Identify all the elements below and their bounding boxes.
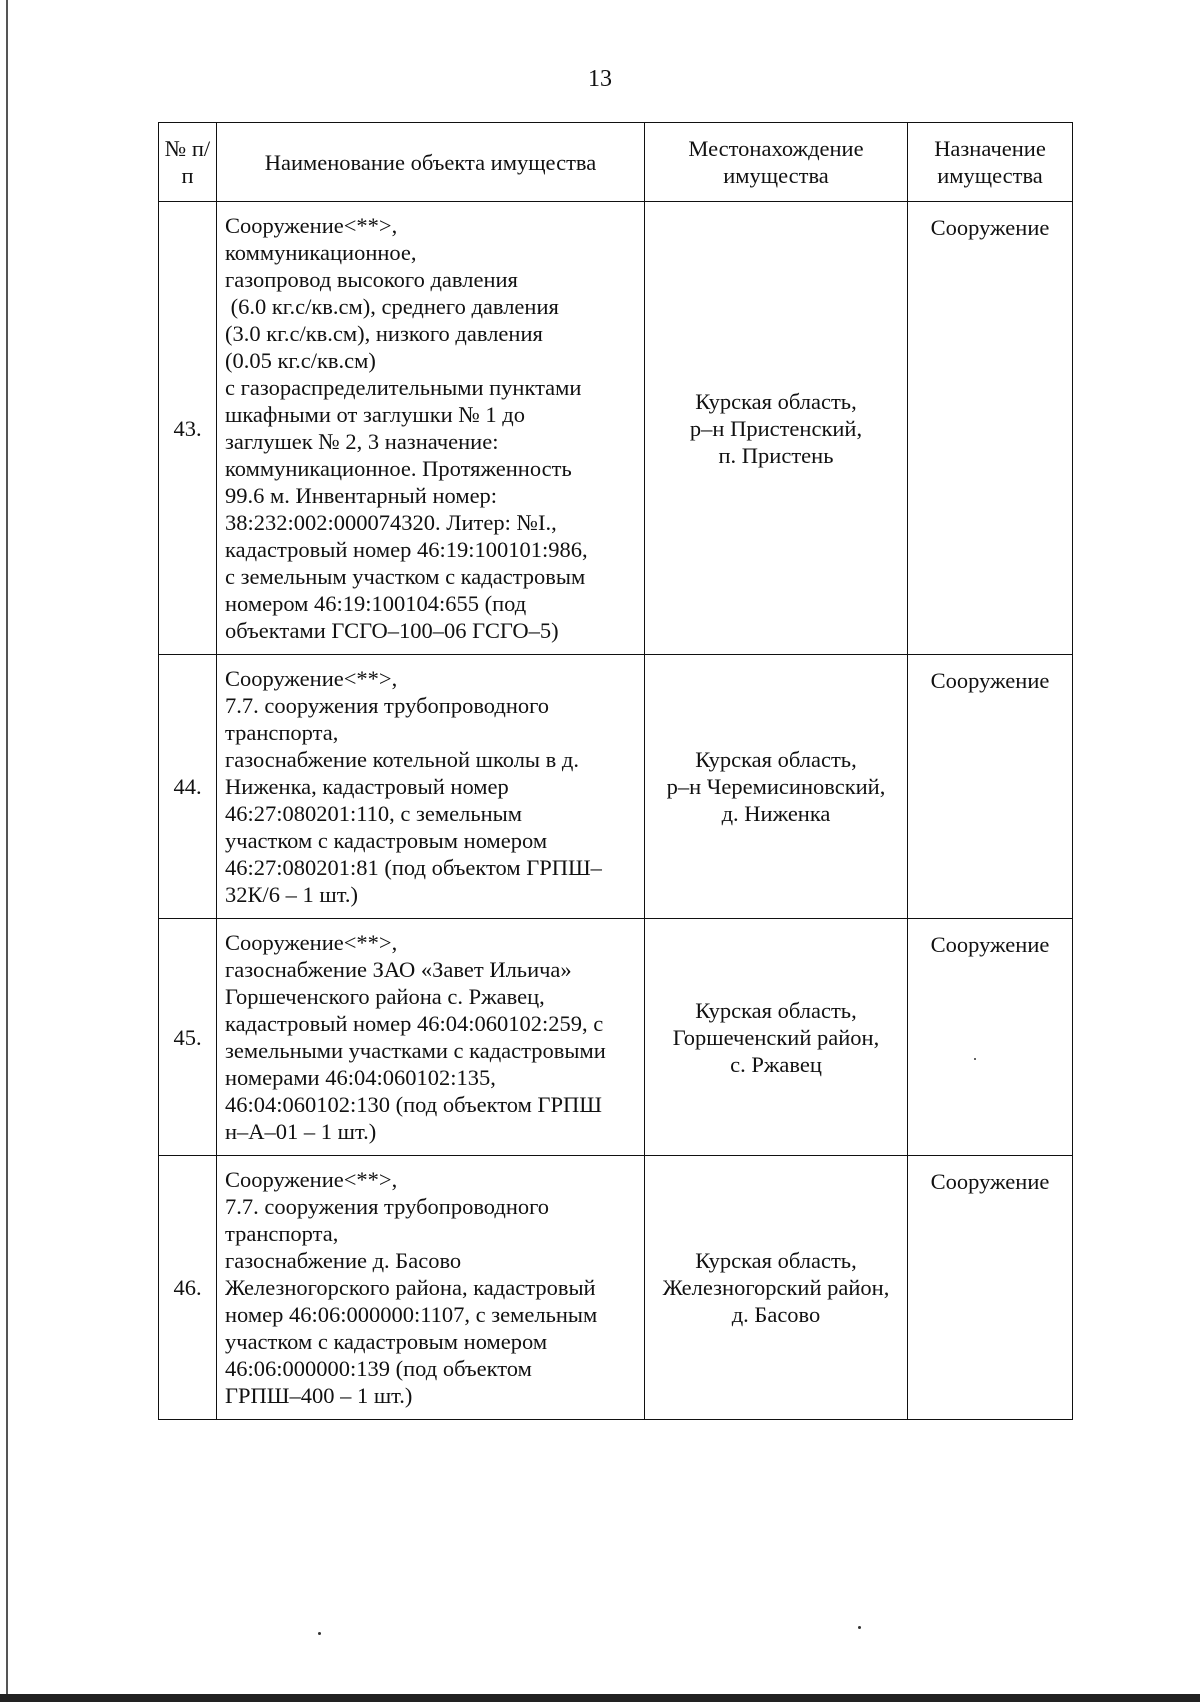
header-name: Наименование объекта имущества bbox=[217, 123, 645, 202]
object-name: Сооружение<**>, 7.7. сооружения трубопроводного транспорта, газоснабжение котельной школы в д. Ниженка, кадастровый номер 46:27:080201:110, с земельным участком с кадастровым номером 46:27:080201:81 (под объектом ГРПШ– 32К/6 – 1 шт.) bbox=[217, 655, 645, 919]
row-number: 44. bbox=[159, 655, 217, 919]
table-row bbox=[159, 1156, 1073, 1420]
scan-speck bbox=[974, 1058, 976, 1060]
header-num: № п/п bbox=[159, 123, 217, 202]
property-table bbox=[158, 122, 1073, 1420]
object-name: Сооружение<**>, газоснабжение ЗАО «Завет Ильича» Горшеченского района с. Ржавец, кадастровый номер 46:04:060102:259, с земельными участками с кадастровыми номерами 46:04:060102:135, 46:04:060102:130 (под объектом ГРПШ н–А–01 – 1 шт.) bbox=[217, 919, 645, 1156]
object-name: Сооружение<**>, 7.7. сооружения трубопроводного транспорта, газоснабжение д. Басово Железногорского района, кадастровый номер 46:06:000000:1107, с земельным участком с кадастровым номером 46:06:000000:139 (под объектом ГРПШ–400 – 1 шт.) bbox=[217, 1156, 645, 1420]
header-purpose: Назначение имущества bbox=[908, 123, 1073, 202]
table-row bbox=[159, 919, 1073, 1156]
table-header-row bbox=[159, 123, 1073, 202]
object-location: Курская область, р–н Черемисиновский, д. Ниженка bbox=[645, 655, 908, 919]
table-row bbox=[159, 655, 1073, 919]
object-purpose: Сооружение bbox=[908, 655, 1073, 919]
table-row bbox=[159, 202, 1073, 655]
scan-speck bbox=[858, 1626, 861, 1629]
row-number: 43. bbox=[159, 202, 217, 655]
object-location: Курская область, р–н Пристенский, п. Пристень bbox=[645, 202, 908, 655]
header-location: Местонахождение имущества bbox=[645, 123, 908, 202]
object-purpose: Сооружение bbox=[908, 1156, 1073, 1420]
object-name: Сооружение<**>, коммуникационное, газопровод высокого давления (6.0 кг.с/кв.см), среднего давления (3.0 кг.с/кв.см), низкого давления (0.05 кг.с/кв.см) с газораспределительными пунктами шкафными от заглушки № 1 до заглушек № 2, 3 назначение: коммуникационное. Протяженность 99.6 м. Инвентарный номер: 38:232:002:000074320. Литер: №I., кадастровый номер 46:19:100101:986, с земельным участком с кадастровым номером 46:19:100104:655 (под объектами ГСГО–100–06 ГСГО–5) bbox=[217, 202, 645, 655]
row-number: 45. bbox=[159, 919, 217, 1156]
scan-edge-left bbox=[6, 0, 8, 1702]
row-number: 46. bbox=[159, 1156, 217, 1420]
scan-speck bbox=[318, 1632, 321, 1635]
object-purpose: Сооружение bbox=[908, 202, 1073, 655]
object-location: Курская область, Горшеченский район, с. Ржавец bbox=[645, 919, 908, 1156]
object-purpose: Сооружение bbox=[908, 919, 1073, 1156]
page-number: 13 bbox=[588, 66, 612, 92]
object-location: Курская область, Железногорский район, д. Басово bbox=[645, 1156, 908, 1420]
scan-edge-bottom bbox=[0, 1694, 1200, 1702]
table-body bbox=[159, 202, 1073, 1420]
